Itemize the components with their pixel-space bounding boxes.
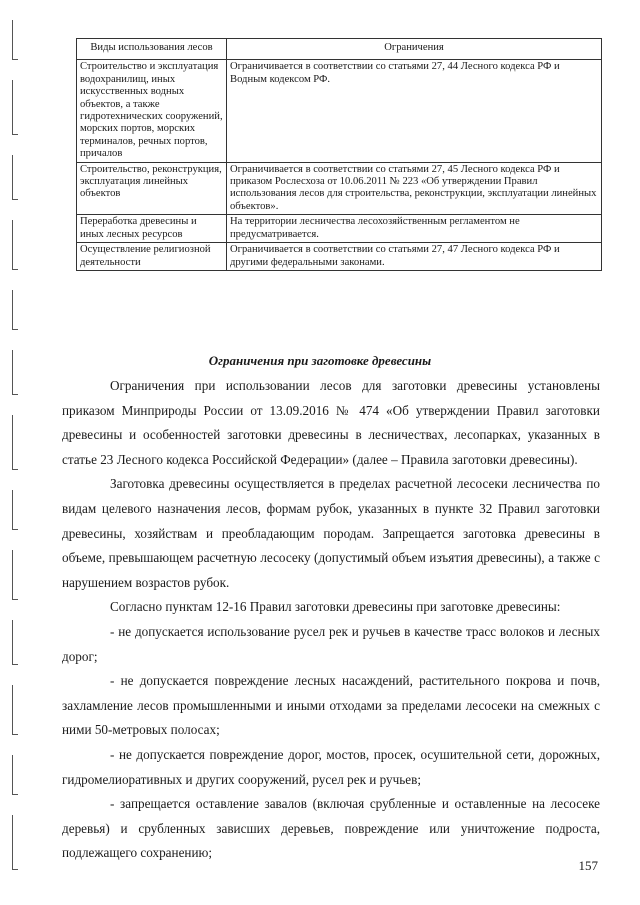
limit-cell: Ограничивается в соответствии со статьями 27, 47 Лесного кодекса РФ и другими федеральными законами.	[227, 243, 602, 271]
list-item: - не допускается повреждение лесных насаждений, растительного покрова и почв, захламление лесов промышленными и иными отходами за пределами лесосеки на смежных с ними 50-метровых полосах;	[62, 673, 600, 738]
column-header: Виды использования лесов	[77, 39, 227, 60]
use-cell: Переработка древесины и иных лесных ресурсов	[77, 215, 227, 243]
binding-margin-marks	[8, 20, 22, 880]
page-number: 157	[578, 858, 598, 873]
table-row	[77, 243, 602, 271]
limit-cell: Ограничивается в соответствии со статьями 27, 44 Лесного кодекса РФ и Водным кодексом РФ.	[227, 60, 602, 162]
list-item: - не допускается повреждение дорог, мостов, просек, осушительной сети, дорожных, гидромелиоративных и других сооружений, русел рек и ручьев;	[62, 746, 600, 787]
use-cell: Строительство и эксплуатация водохранилищ, иных искусственных водных объектов, а также гидротехнических сооружений, морских портов, морских терминалов, речных портов, причалов	[77, 60, 227, 162]
paragraph: Ограничения при использовании лесов для заготовки древесины установлены приказом Минприроды России от 13.09.2016 № 474 «Об утверждении Правил заготовки древесины и особенностей заготовки древесины в лесничествах, лесопарках, указанных в статье 23 Лесного кодекса Российской Федерации» (далее – Правила заготовки древесины).	[62, 378, 600, 467]
table-header-row	[77, 39, 602, 60]
forest-use-limits-table	[76, 38, 602, 271]
paragraph: Согласно пунктам 12-16 Правил заготовки древесины при заготовке древесины:	[110, 599, 561, 615]
use-cell: Осуществление религиозной деятельности	[77, 243, 227, 271]
section-title: Ограничения при заготовке древесины	[208, 353, 432, 368]
limit-cell: На территории лесничества лесохозяйственным регламентом не предусматривается.	[227, 215, 602, 243]
table-row	[77, 60, 602, 162]
list-item: - не допускается использование русел рек и ручьев в качестве трасс волоков и лесных дорог;	[62, 623, 600, 664]
paragraph: Заготовка древесины осуществляется в пределах расчетной лесосеки лесничества по видам целевого назначения лесов, формам рубок, указанных в пункте 32 Правил заготовки древесины, хозяйствам и преобладающим породам. Запрещается заготовка древесины в объеме, превышающем расчетную лесосеку (допустимый объем изъятия древесины), а также с нарушением возрастов рубок.	[62, 476, 600, 590]
table-row	[77, 215, 602, 243]
limit-cell: Ограничивается в соответствии со статьями 27, 45 Лесного кодекса РФ и приказом Рослесхоза от 10.06.2011 № 223 «Об утверждении Правил использования лесов для строительства, реконструкции, эксплуатации линейных объектов».	[227, 162, 602, 215]
table-row	[77, 162, 602, 215]
column-header: Ограничения	[227, 39, 602, 60]
use-cell: Строительство, реконструкция, эксплуатация линейных объектов	[77, 162, 227, 215]
list-item: - запрещается оставление завалов (включая срубленные и оставленные на лесосеке деревья) и срубленных зависших деревьев, повреждение или уничтожение подроста, подлежащего сохранению;	[62, 796, 600, 861]
body-text	[62, 374, 600, 866]
